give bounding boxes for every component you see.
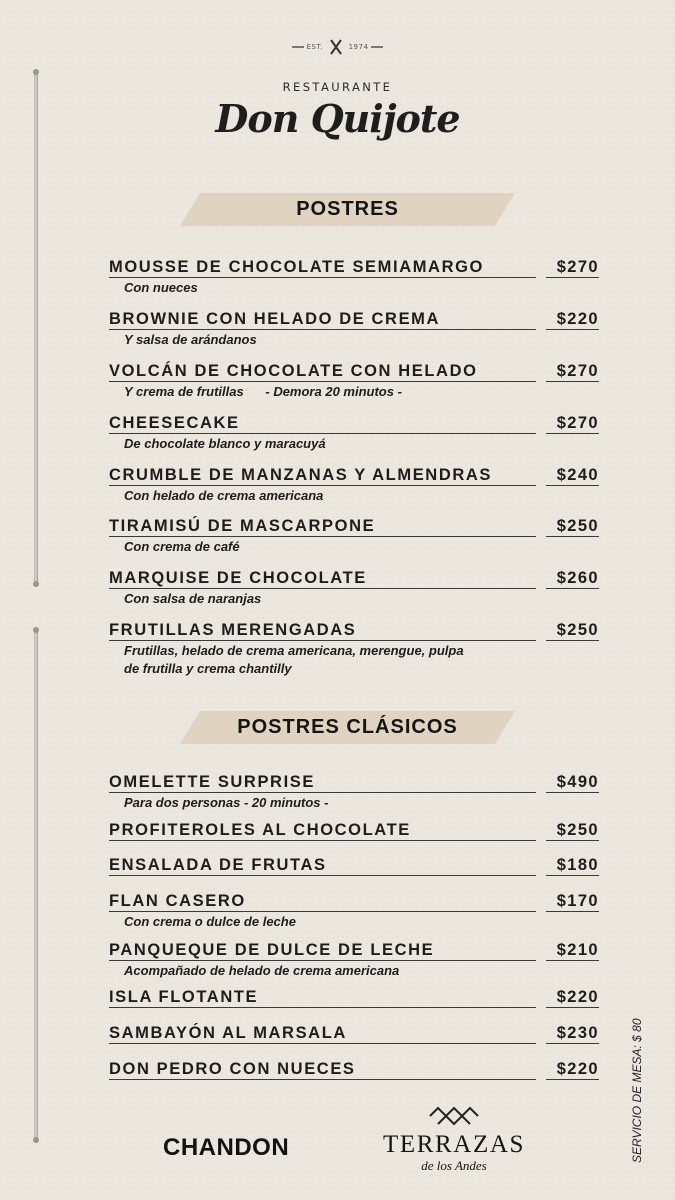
item-price: $220: [546, 988, 599, 1008]
item-price: $210: [546, 941, 599, 961]
item-name: FRUTILLAS MERENGADAS: [109, 621, 536, 641]
chandon-logo: CHANDON: [163, 1134, 290, 1161]
item-price: $250: [546, 517, 599, 537]
item-description: Y crema de frutillas - Demora 20 minutos -: [124, 384, 402, 399]
item-name: FLAN CASERO: [109, 892, 536, 912]
item-price: $270: [546, 414, 599, 434]
item-description: Con crema de café: [124, 539, 240, 554]
item-name: TIRAMISÚ DE MASCARPONE: [109, 517, 536, 537]
item-description: Con nueces: [124, 280, 198, 295]
item-description: Con helado de crema americana: [124, 488, 324, 503]
item-price: $170: [546, 892, 599, 912]
item-name: VOLCÁN DE CHOCOLATE CON HELADO: [109, 362, 536, 382]
est-year: 1974: [348, 43, 369, 51]
terrazas-logo-sub: de los Andes: [421, 1158, 487, 1173]
established-mark: [0, 38, 675, 56]
item-name: BROWNIE CON HELADO DE CREMA: [109, 310, 536, 330]
item-price: $220: [546, 310, 599, 330]
item-name: MOUSSE DE CHOCOLATE SEMIAMARGO: [109, 258, 536, 278]
item-description: Y salsa de arándanos: [124, 332, 257, 347]
section-banner-postres: [180, 193, 515, 226]
section-title: POSTRES CLÁSICOS: [237, 716, 458, 738]
restaurant-logo: Don Quijote: [215, 96, 460, 141]
item-name: ENSALADA DE FRUTAS: [109, 856, 536, 876]
item-name: DON PEDRO CON NUECES: [109, 1060, 536, 1080]
fork-knife-icon: [328, 38, 344, 56]
item-description: De chocolate blanco y maracuyá: [124, 436, 326, 451]
item-name: MARQUISE DE CHOCOLATE: [109, 569, 536, 589]
item-name: SAMBAYÓN AL MARSALA: [109, 1024, 536, 1044]
est-label: EST.: [306, 43, 324, 51]
item-price: $250: [546, 621, 599, 641]
item-price: $260: [546, 569, 599, 589]
item-price: $230: [546, 1024, 599, 1044]
section-title: POSTRES: [296, 198, 399, 220]
item-description-line-2: de frutilla y crema chantilly: [124, 661, 292, 676]
item-price: $220: [546, 1060, 599, 1080]
item-name: OMELETTE SURPRISE: [109, 773, 536, 793]
item-name: ISLA FLOTANTE: [109, 988, 536, 1008]
terrazas-mountain-icon: [428, 1104, 480, 1128]
item-description: Acompañado de helado de crema americana: [124, 963, 400, 978]
item-price: $270: [546, 362, 599, 382]
item-price: $240: [546, 466, 599, 486]
item-price: $250: [546, 821, 599, 841]
item-price: $270: [546, 258, 599, 278]
item-name: PANQUEQUE DE DULCE DE LECHE: [109, 941, 536, 961]
restaurant-subtitle: RESTAURANTE: [282, 80, 393, 94]
item-price: $490: [546, 773, 599, 793]
item-name: CHEESECAKE: [109, 414, 536, 434]
binder-rail-top: [34, 72, 38, 584]
item-description: Frutillas, helado de crema americana, merengue, pulpa: [124, 643, 464, 658]
item-description: Para dos personas - 20 minutos -: [124, 795, 329, 810]
item-price: $180: [546, 856, 599, 876]
section-banner-postres-clasicos: [180, 711, 515, 744]
item-description: Con crema o dulce de leche: [124, 914, 296, 929]
terrazas-logo: TERRAZAS: [383, 1131, 525, 1158]
item-name: PROFITEROLES AL CHOCOLATE: [109, 821, 536, 841]
item-description: Con salsa de naranjas: [124, 591, 262, 606]
service-charge-note: SERVICIO DE MESA: $ 80: [630, 1018, 644, 1163]
item-name: CRUMBLE DE MANZANAS Y ALMENDRAS: [109, 466, 536, 486]
binder-rail-bottom: [34, 630, 38, 1140]
